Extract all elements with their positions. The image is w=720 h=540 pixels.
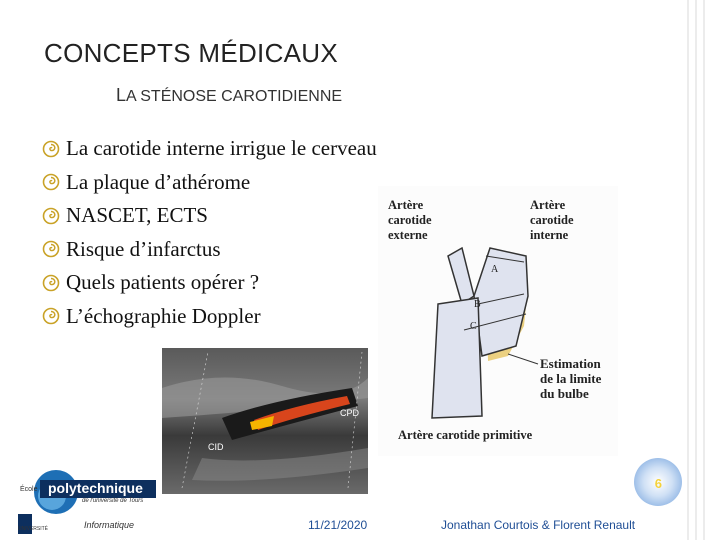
slide-subtitle bbox=[116, 85, 342, 106]
bullet-list bbox=[42, 132, 377, 333]
spiral-bullet-icon bbox=[42, 274, 60, 292]
ultrasound-doppler-image bbox=[162, 348, 368, 494]
label-c: C bbox=[470, 321, 477, 332]
label-externe-line3: externe bbox=[388, 228, 428, 242]
bullet-text: La carotide interne irrigue le cerveau bbox=[66, 136, 377, 161]
logo-name: polytechnique bbox=[48, 480, 143, 496]
bullet-item bbox=[42, 233, 377, 267]
decorative-edge-lines bbox=[684, 0, 720, 540]
ultrasound-drawing bbox=[162, 348, 368, 494]
subtitle-initial: L bbox=[116, 85, 127, 105]
bullet-text: L’échographie Doppler bbox=[66, 303, 261, 328]
bullet-item bbox=[42, 166, 377, 200]
label-interne-line1: Artère bbox=[530, 198, 566, 212]
label-a: A bbox=[491, 264, 499, 275]
bullet-item bbox=[42, 300, 377, 334]
bullet-text: NASCET, ECTS bbox=[66, 203, 208, 228]
bullet-item bbox=[42, 266, 377, 300]
bullet-text: La plaque d’athérome bbox=[66, 169, 251, 194]
label-b: B bbox=[474, 299, 481, 310]
spiral-bullet-icon bbox=[42, 207, 60, 225]
subtitle-rest: A STÉNOSE CAROTIDIENNE bbox=[126, 88, 343, 105]
label-primitive: Artère carotide primitive bbox=[398, 428, 533, 442]
label-estimation-line2: de la limite bbox=[540, 371, 602, 386]
label-interne-line2: carotide bbox=[530, 213, 574, 227]
logo-tagline: de l'université de Tours bbox=[82, 498, 144, 504]
bullet-item bbox=[42, 199, 377, 233]
polytech-logo bbox=[18, 468, 168, 538]
slide-title: CONCEPTS MÉDICAUX bbox=[44, 38, 339, 68]
page-number: 6 bbox=[654, 476, 662, 491]
spiral-bullet-icon bbox=[42, 240, 60, 258]
bullet-text: Quels patients opérer ? bbox=[66, 270, 260, 295]
label-estimation-line3: du bulbe bbox=[540, 386, 589, 401]
label-cpd: CPD bbox=[340, 408, 360, 418]
label-estimation-line1: Estimation bbox=[540, 356, 601, 371]
logo-dept: Informatique bbox=[84, 520, 135, 530]
bullet-text: Risque d’infarctus bbox=[66, 236, 221, 261]
footer-date: 11/21/2020 bbox=[308, 518, 368, 532]
footer-authors: Jonathan Courtois & Florent Renault bbox=[441, 518, 636, 532]
spiral-bullet-icon bbox=[42, 307, 60, 325]
logo-univ: UNIVERSITÉ bbox=[18, 526, 49, 532]
bullet-item bbox=[42, 132, 377, 166]
spiral-bullet-icon bbox=[42, 173, 60, 191]
carotid-diagram bbox=[378, 186, 618, 456]
label-externe-line1: Artère bbox=[388, 198, 424, 212]
label-externe-line2: carotide bbox=[388, 213, 432, 227]
label-cid: CID bbox=[208, 442, 224, 452]
logo-ecole: École bbox=[20, 486, 38, 493]
label-interne-line3: interne bbox=[530, 228, 569, 242]
spiral-bullet-icon bbox=[42, 140, 60, 158]
